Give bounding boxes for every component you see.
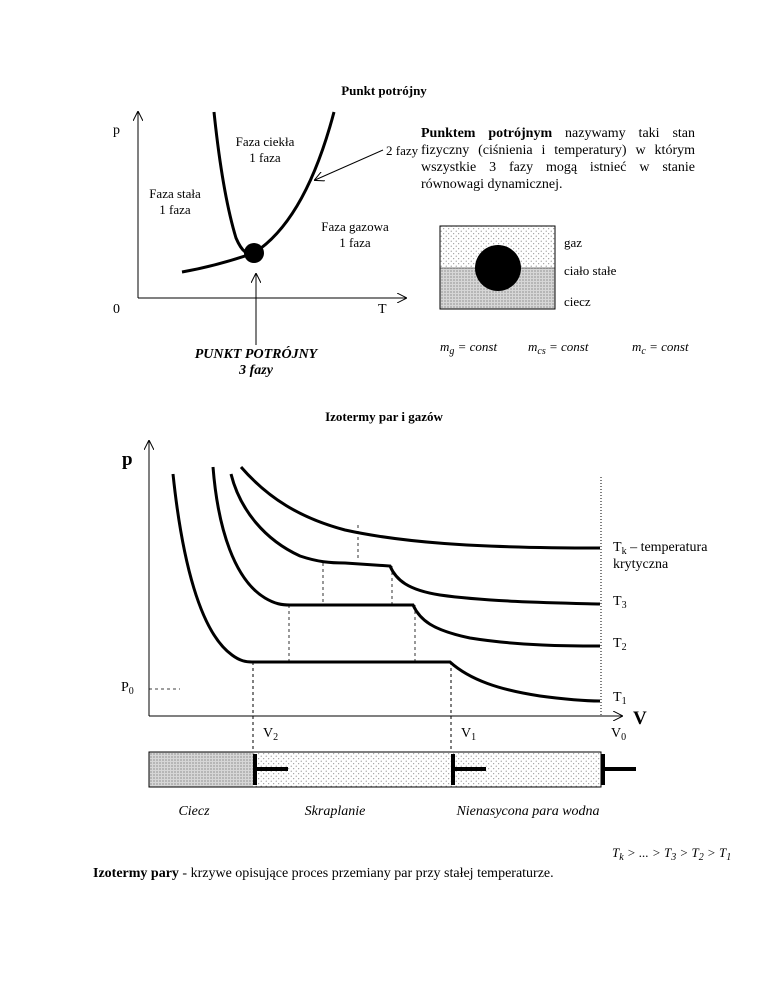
isotherm-t1 [173, 474, 600, 701]
two-phase-arrow [315, 150, 383, 180]
liquid-phase-count: 1 faza [249, 150, 281, 165]
isotherm-definition [93, 866, 554, 882]
box-gas-label: gaz [564, 235, 583, 250]
cylinder-liquid [149, 752, 253, 787]
condensation-stage-label: Skraplanie [304, 804, 366, 819]
iso-p-axis-label: p [122, 449, 133, 470]
box-liquid-label: ciecz [564, 294, 591, 309]
t2-label: $T_2$ [613, 636, 627, 653]
mass-solid-const: $m_{cs}$ = const [528, 339, 589, 357]
temperature-order: $T_k$ > ... > $T_3 > T_2 > T_1$ [612, 845, 732, 863]
mass-liquid-const: $m_c$ = const [632, 339, 689, 357]
solid-ball [475, 245, 521, 291]
solid-phase-count: 1 faza [159, 202, 191, 217]
triple-point-phases: 3 fazy [239, 363, 273, 378]
cylinder [149, 752, 636, 787]
phase-p-axis-label: p [113, 123, 120, 138]
t3-label: $T_3$ [613, 594, 627, 611]
tk-label-line2: krytyczna [613, 557, 669, 572]
sublimation-curve [182, 253, 254, 272]
isotherm-definition-term: Izotermy pary [93, 866, 179, 881]
phase-t-axis-label: T [378, 302, 387, 317]
triple-point-title: Punkt potrójny [341, 83, 427, 98]
two-phases-label: 2 fazy [386, 143, 419, 158]
gas-phase-count: 1 faza [339, 235, 371, 250]
liquid-stage-label: Ciecz [178, 804, 210, 819]
vapour-stage-label: Nienasycona para wodna [456, 804, 600, 819]
v0-label: $V_0$ [611, 726, 627, 743]
equilibrium-box [440, 226, 555, 309]
triple-point-dot [244, 243, 264, 263]
isotherm-diagram [149, 441, 622, 752]
p0-label: $P_0$ [121, 680, 134, 697]
definition-term: Punktem potrójnym [421, 126, 553, 141]
isotherm-t3 [231, 474, 600, 604]
tk-label: $T_k$ – temperatura [613, 540, 708, 557]
box-solid-label: ciało stałe [564, 263, 617, 278]
triple-point-label: PUNKT POTRÓJNY [194, 347, 318, 362]
triple-point-definition [421, 125, 695, 193]
liquid-phase-label: Faza ciekła [235, 134, 295, 149]
mass-gas-const: $m_g$ = const [440, 339, 498, 357]
isotherm-tk [241, 467, 600, 548]
t1-label: $T_1$ [613, 690, 627, 707]
gas-phase-label: Faza gazowa [321, 219, 389, 234]
isotherm-definition-text: - krzywe opisujące proces przemiany par przy stałej temperaturze. [178, 866, 554, 881]
solid-phase-label: Faza stała [149, 186, 201, 201]
v1-label: $V_1$ [461, 726, 477, 743]
iso-v-axis-label: V [633, 708, 647, 729]
isotherms-title: Izotermy par i gazów [325, 409, 443, 424]
v2-label: $V_2$ [263, 726, 279, 743]
phase-origin-label: 0 [113, 302, 120, 317]
definition-text: nazywamy taki stan fizyczny (ciśnienia i temperatury) w którym wszystkie 3 fazy mogą istnieć w stanie równowagi dynamicznej. [421, 126, 695, 192]
